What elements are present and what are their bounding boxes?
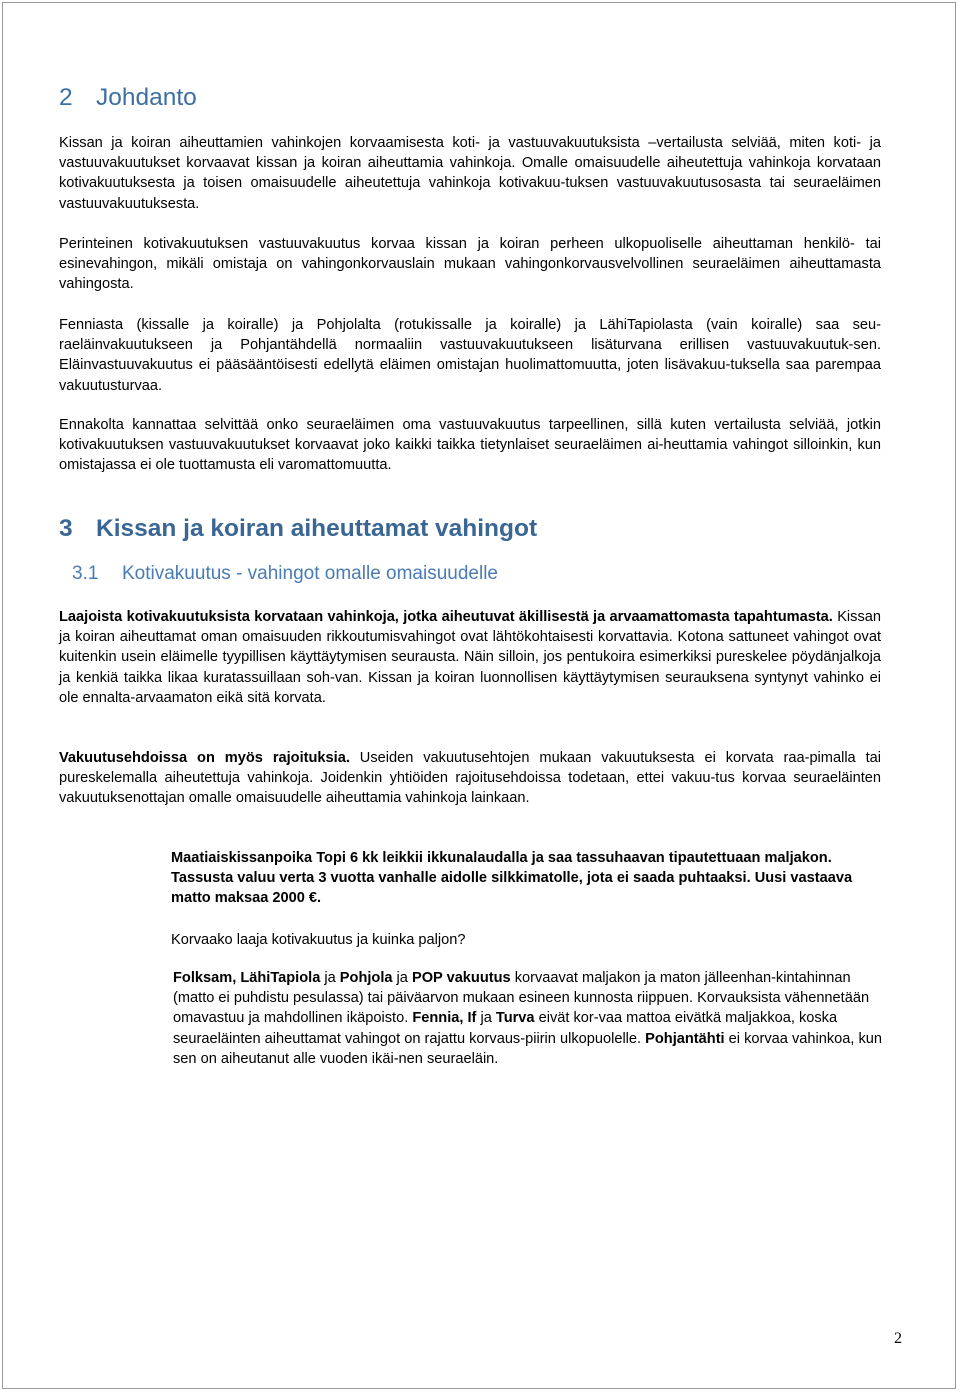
answer-text: ja: [392, 970, 412, 986]
emphasis: Vakuutusehdoissa on myös rajoituksia.: [59, 750, 350, 766]
example-answer: [173, 968, 895, 1069]
subsection-title: Kotivakuutus - vahingot omalle omaisuudelle: [122, 563, 498, 584]
example-case: [171, 848, 891, 909]
section-title: Johdanto: [96, 84, 197, 111]
section-3-1-block-2: [59, 748, 881, 809]
intro-block: [59, 133, 881, 214]
answer-text: eivät kor-vaa mattoa eivätkä maljakkoa, koska seuraeläinten aiheuttamat vahingot on rajattu korvaus-piirin ulkopuolelle.: [173, 1010, 838, 1047]
intro-block-2: [59, 234, 881, 295]
intro-paragraph-4: Ennakolta kannattaa selvittää onko seuraeläimen oma vastuuvakuutus tarpeellinen, sillä kuten vertailusta selviää, jotkin kotivakuutuksen vastuuvakuutukset korvaavat joko kaikki taikka tietynlaiset seuraeläimen ai-heuttamia vahingot silloinkin, kun omistajassa ei ole tuottamusta eli varomattomuutta.: [59, 417, 881, 474]
section-3-1-paragraph-2: [59, 748, 881, 809]
company-name: Pohjantähti: [645, 1030, 725, 1047]
example-question: [171, 930, 891, 950]
subsection-number: 3.1: [72, 563, 99, 584]
intro-paragraph-2: Perinteinen kotivakuutuksen vastuuvakuutus korvaa kissan ja koiran perheen ulkopuoliselle aiheuttaman henkilö- tai esinevahingon, mikäli omistaja on vahingonkorvauslain mukaan vahingonkorvausvelvollinen seuraeläimen aiheuttamasta vahingosta.: [59, 236, 881, 293]
section-number: 3: [59, 515, 73, 542]
example-case-text: Maatiaiskissanpoika Topi 6 kk leikkii ikkunalaudalla ja saa tassuhaavan tipautettuaan maljakon. Tassusta valuu verta 3 vuotta vanhalle aidolle silkkimatolle, jota ei saada puhtaaksi. Uusi vastaava matto maksaa 2000 €.: [171, 850, 853, 907]
company-name: Turva: [495, 1010, 535, 1027]
company-names: Folksam, LähiTapiola: [173, 970, 321, 986]
intro-block-3: [59, 315, 881, 396]
section-3-1-heading: [72, 563, 498, 585]
section-number: 2: [59, 84, 73, 111]
body-text: Kissan ja koiran aiheuttamat oman omaisuuden rikkoutumisvahingot ovat lähtökohtaisesti korvattavia. Kotona sattuneet vahingot ovat kuitenkin usein eläimelle tyypillisen käyttäytymisen seurausta. Näin silloin, jos pentukoira esimerkiksi pureskelee pöydänjalkoja ja kenkiä taikka likaa kuratassuillaan soh-van. Kissan ja koiran luonnollisen käyttäytymisen seurauksena syntynyt vahinko ei ole ennalta-arvaamaton eikä sitä korvata.: [59, 609, 881, 706]
answer-text: korvaavat maljakon ja maton jälleenhan-kintahinnan (matto ei puhdistu pesulassa) tai päiväarvon mukaan esineen kunnosta riippuen. Korvauksista vähennetään omavastuu ja mahdollinen ikäpoisto.: [173, 970, 870, 1027]
answer-text: ja: [476, 1010, 496, 1027]
section-2-heading: [59, 84, 197, 112]
page-number: 2: [894, 1330, 902, 1347]
answer-text: ei korvaa vahinkoa, kun sen on aiheutanut alle vuoden ikäi-nen seuraeläin.: [173, 1030, 883, 1067]
section-3-1-paragraph-1: [59, 607, 881, 708]
company-name: Pohjola: [339, 970, 393, 986]
example-question-text: Korvaako laaja kotivakuutus ja kuinka paljon?: [171, 932, 466, 948]
section-title: Kissan ja koiran aiheuttamat vahingot: [96, 515, 538, 542]
section-3-heading: [59, 515, 537, 543]
intro-block-4: [59, 415, 881, 476]
intro-paragraph-1: Kissan ja koiran aiheuttamien vahinkojen korvaamisesta koti- ja vastuuvakuutuksista –vertailusta selviää, miten koti- ja vastuuvakuutukset korvaavat kissan ja koiran aiheuttamia vahinkoja. Omalle omaisuudelle aiheutettuja vahinkoja korvataan kotivakuutuksesta ja toisen omaisuudelle aiheutettuja vahinkoja kotivakuu-tuksen vastuuvakuutusosasta tai seuraeläimen vastuuvakuutuksesta.: [59, 135, 881, 212]
intro-paragraph-3: Fenniasta (kissalle ja koiralle) ja Pohjolalta (rotukissalle ja koiralle) ja LähiTapiolasta (vain koiralle) saa seu-raeläinvakuutukseen ja Pohjantähdellä normaaliin vastuuvakuutukseen lisäturvana erillisen vastuuvakuutuk-sen. Eläinvastuuvakuutus ei pääsääntöisesti edellytä eläimen omistajan huolimattomuutta, joten lisävakuu-tuksella saa parempaa vakuutusturvaa.: [59, 317, 881, 394]
company-names: Fennia, If: [412, 1010, 477, 1027]
company-name: POP vakuutus: [411, 970, 511, 986]
section-3-1-block-1: [59, 607, 881, 708]
answer-text: ja: [320, 970, 340, 986]
body-text: Useiden vakuutusehtojen mukaan vakuutuksesta ei korvata raa-pimalla tai pureskelemalla aiheutettuja vahinkoja. Joidenkin yhtiöiden rajoitusehdoissa todetaan, ettei vakuu-tus korvaa seuraeläinten vakuutuksenottajan omalle omaisuudelle aiheuttamia vahinkoja lainkaan.: [59, 750, 881, 807]
example-answer-text: [173, 968, 895, 1069]
emphasis: Laajoista kotivakuutuksista korvataan vahinkoja, jotka aiheutuvat äkillisestä ja arvaamattomasta tapahtumasta.: [59, 609, 833, 625]
